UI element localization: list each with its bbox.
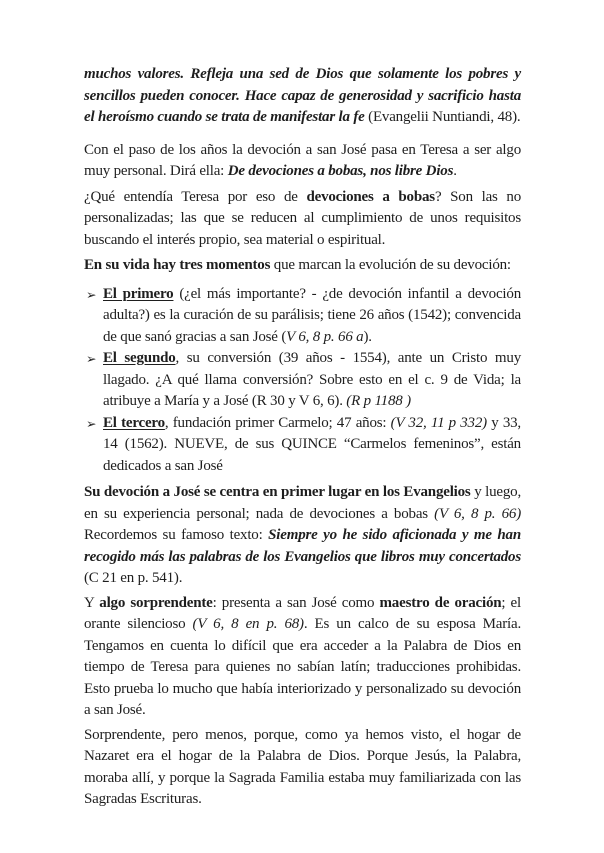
text-run: algo sorprendente xyxy=(99,594,213,611)
text-run: Sorprendente, pero menos, porque, como ya hemos visto, el hogar de Nazaret era el hogar de la Palabra de Dios. Porque Jesús, la Palabra, moraba allí, y porque la Sagrada Familia estaba muy familiarizada con las Sagradas Escrituras. xyxy=(84,726,521,807)
text-run: devociones a bobas xyxy=(306,188,435,205)
text-run: El primero xyxy=(103,285,174,302)
paragraph xyxy=(84,725,521,811)
text-run: (V 6, 8 p. 66) xyxy=(434,505,521,522)
text-run: V 6, 8 p. 66 a xyxy=(286,328,364,345)
list-item-text xyxy=(103,415,521,474)
text-run: El segundo xyxy=(103,350,176,366)
text-run: El tercero xyxy=(103,414,165,431)
text-run: De devociones a bobas, nos libre Dios xyxy=(227,163,454,179)
text-run: . xyxy=(453,163,457,179)
text-run: muchos valores. Refleja una sed de Dios que solamente los pobres y sencillos pueden conocer. Hace capaz de generosidad y sacrificio hasta el heroísmo cuando se trata de manifestar la fe xyxy=(84,66,521,125)
bullet-list xyxy=(84,284,521,478)
text-run: (C 21 en p. 541). xyxy=(84,570,183,586)
list-item xyxy=(84,284,521,349)
paragraph xyxy=(84,140,521,183)
paragraph xyxy=(84,593,521,722)
arrow-bullet-icon: ➢ xyxy=(86,286,97,302)
text-run: ¿Qué entendía Teresa por eso de xyxy=(84,188,307,205)
text-run: (V 6, 8 en p. 68) xyxy=(192,616,304,632)
list-item xyxy=(84,413,521,478)
paragraph xyxy=(84,255,521,277)
arrow-bullet-icon: ➢ xyxy=(86,351,97,366)
text-run: ? Son las no personalizadas; las que se reducen al cumplimiento de unos requisitos buscando el interés propio, sea material o espiritual. xyxy=(84,188,522,248)
text-run: . Es un calco de su esposa María. Tengamos en cuenta lo difícil que era acceder a la Palabra de Dios en tiempo de Teresa para quienes no sabían latín; traducciones prohibidas. Esto prueba lo mucho que había interiorizado y personalizado su devoción a san José. xyxy=(84,616,522,718)
arrow-bullet-icon: ➢ xyxy=(86,415,97,431)
paragraph xyxy=(84,482,521,590)
paragraph xyxy=(84,64,521,129)
text-run: (Evangelii Nuntiandi, 48). xyxy=(368,109,521,125)
text-run: Con el paso de los años la devoción a san José pasa en Teresa a ser algo muy personal. Dirá ella: xyxy=(84,141,521,179)
text-run: En su vida hay tres momentos xyxy=(84,257,271,273)
text-run: (¿el más importante? - ¿de devoción infantil a devoción adulta?) es la curación de su parálisis; tiene 26 años (1542); convencida de que sanó gracias a san José ( xyxy=(103,285,521,345)
text-run: (R p 1188 ) xyxy=(346,393,411,409)
list-item-text xyxy=(103,350,521,409)
paragraph xyxy=(84,187,521,252)
text-run: ; el orante silencioso xyxy=(84,594,521,632)
text-run: y 33, 14 (1562). NUEVE, de sus QUINCE “Carmelos femeninos”, están dedicados a san José xyxy=(103,414,521,474)
text-run: Recordemos su famoso texto: xyxy=(84,527,269,543)
text-run: Y xyxy=(84,594,100,611)
text-run: , fundación primer Carmelo; 47 años: xyxy=(164,414,391,431)
text-run: Su devoción a José se centra en primer lugar en los Evangelios xyxy=(84,484,471,500)
text-run: y luego, en su experiencia personal; nada de devociones a bobas xyxy=(84,484,521,522)
text-run: que marcan la evolución de su devoción: xyxy=(270,257,511,273)
text-run: : presenta a san José como xyxy=(212,594,380,611)
text-run: Siempre yo he sido aficionada y me han recogido más las palabras de los Evangelios que libros muy concertados xyxy=(84,527,521,565)
text-run: , su conversión (39 años - 1554), ante un Cristo muy llagado. ¿A qué llama conversión? Sobre esto en el c. 9 de Vida; la atribuye a María y a José (R 30 y V 6, 6). xyxy=(103,350,521,409)
list-item xyxy=(84,348,521,413)
document-content xyxy=(84,64,521,814)
text-run: (V 32, 11 p 332) xyxy=(390,414,487,431)
text-run: ). xyxy=(363,328,372,345)
list-item-text xyxy=(103,286,521,345)
text-run: maestro de oración xyxy=(379,594,502,611)
